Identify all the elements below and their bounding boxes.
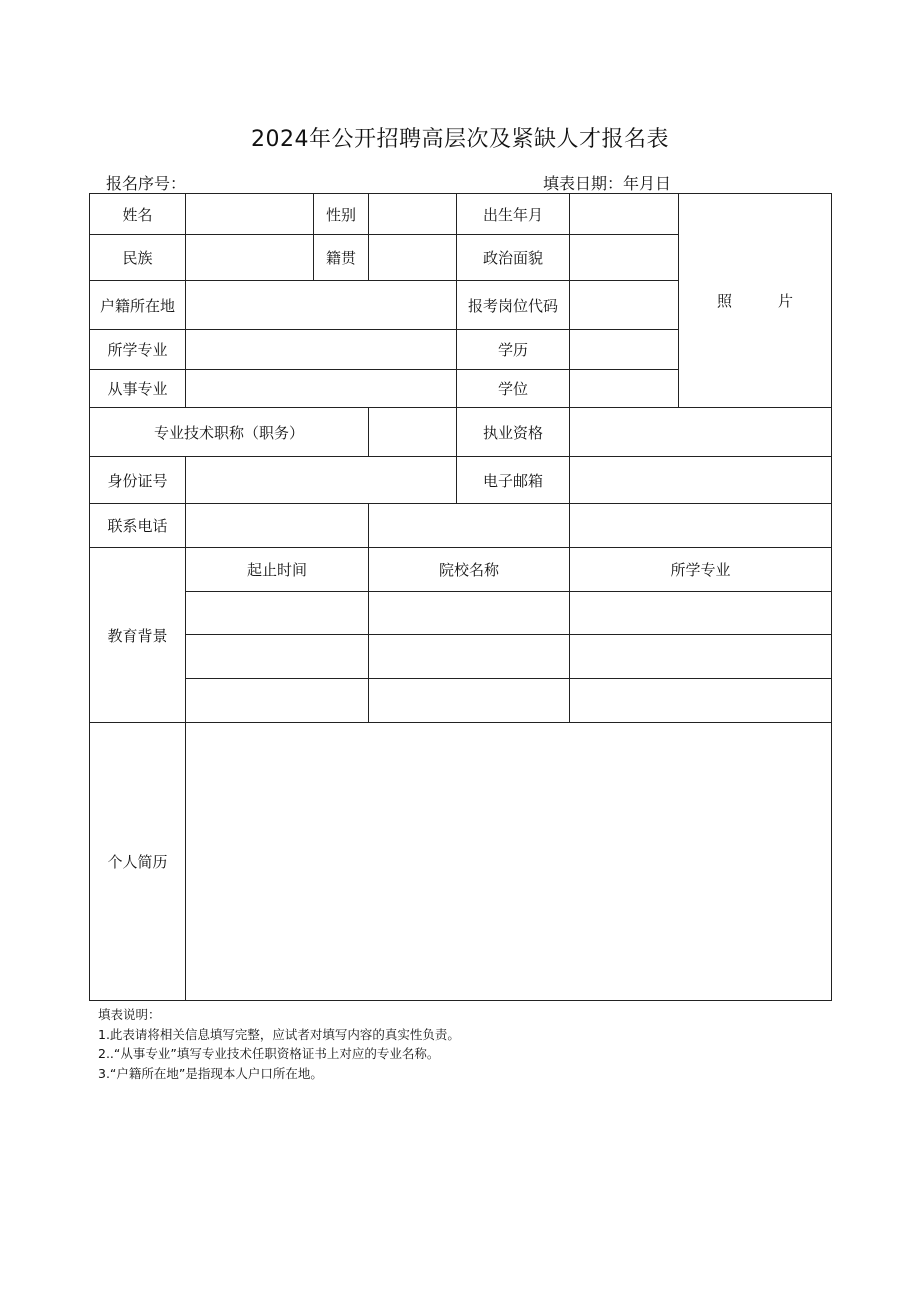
instruction-item: 1.此表请将相关信息填写完整，应试者对填写内容的真实性负责。: [98, 1026, 460, 1042]
edu-background-label: 教育背景: [90, 548, 186, 723]
current-major-field[interactable]: [186, 370, 457, 408]
edu-major-header: 所学专业: [570, 548, 832, 592]
edu-major-field[interactable]: [570, 679, 832, 723]
ethnicity-field[interactable]: [186, 235, 314, 281]
education-label: 学历: [457, 330, 570, 370]
household-location-field[interactable]: [186, 281, 457, 330]
name-label: 姓名: [90, 194, 186, 235]
political-status-field[interactable]: [570, 235, 679, 281]
email-label: 电子邮箱: [457, 457, 570, 504]
instruction-item: 2..“从事专业”填写专业技术任职资格证书上对应的专业名称。: [98, 1046, 440, 1061]
ethnicity-label: 民族: [90, 235, 186, 281]
instruction-item: 3.“户籍所在地”是指现本人户口所在地。: [98, 1065, 323, 1081]
phone-field[interactable]: [186, 504, 369, 548]
edu-period-header: 起止时间: [186, 548, 369, 592]
phone-extra-field[interactable]: [369, 504, 570, 548]
phone-extra-field-2[interactable]: [570, 504, 832, 548]
edu-school-field[interactable]: [369, 679, 570, 723]
edu-period-field[interactable]: [186, 679, 369, 723]
tech-title-label: 专业技术职称（职务）: [90, 408, 369, 457]
photo-box[interactable]: [679, 194, 832, 408]
fill-date-label: 填表日期：年月日: [543, 174, 672, 193]
gender-field[interactable]: [369, 194, 457, 235]
birth-label: 出生年月: [457, 194, 570, 235]
id-number-label: 身份证号: [90, 457, 186, 504]
position-code-field[interactable]: [570, 281, 679, 330]
major-studied-label: 所学专业: [90, 330, 186, 370]
edu-school-header: 院校名称: [369, 548, 570, 592]
native-place-field[interactable]: [369, 235, 457, 281]
political-status-label: 政治面貌: [457, 235, 570, 281]
gender-label: 性别: [314, 194, 369, 235]
serial-number-label: 报名序号：: [106, 174, 187, 193]
resume-label: 个人简历: [90, 723, 186, 1001]
birth-field[interactable]: [570, 194, 679, 235]
phone-label: 联系电话: [90, 504, 186, 548]
edu-major-field[interactable]: [570, 635, 832, 679]
photo-label-2: 片: [778, 292, 794, 310]
degree-field[interactable]: [570, 370, 679, 408]
edu-school-field[interactable]: [369, 592, 570, 635]
native-place-label: 籍贯: [314, 235, 369, 281]
registration-form-table: [89, 193, 832, 1001]
household-location-label: 户籍所在地: [90, 281, 186, 330]
id-number-field[interactable]: [186, 457, 457, 504]
edu-period-field[interactable]: [186, 592, 369, 635]
degree-label: 学位: [457, 370, 570, 408]
edu-school-field[interactable]: [369, 635, 570, 679]
form-title: 2024年公开招聘高层次及紧缺人才报名表: [251, 127, 669, 152]
position-code-label: 报考岗位代码: [457, 281, 570, 330]
photo-label-1: 照: [716, 292, 732, 310]
tech-title-field[interactable]: [369, 408, 457, 457]
filling-instructions: [98, 1005, 460, 1083]
major-studied-field[interactable]: [186, 330, 457, 370]
resume-field[interactable]: [186, 723, 832, 1001]
education-field[interactable]: [570, 330, 679, 370]
edu-major-field[interactable]: [570, 592, 832, 635]
edu-period-field[interactable]: [186, 635, 369, 679]
qualification-label: 执业资格: [457, 408, 570, 457]
current-major-label: 从事专业: [90, 370, 186, 408]
name-field[interactable]: [186, 194, 314, 235]
instructions-heading: 填表说明：: [98, 1007, 161, 1022]
qualification-field[interactable]: [570, 408, 832, 457]
email-field[interactable]: [570, 457, 832, 504]
